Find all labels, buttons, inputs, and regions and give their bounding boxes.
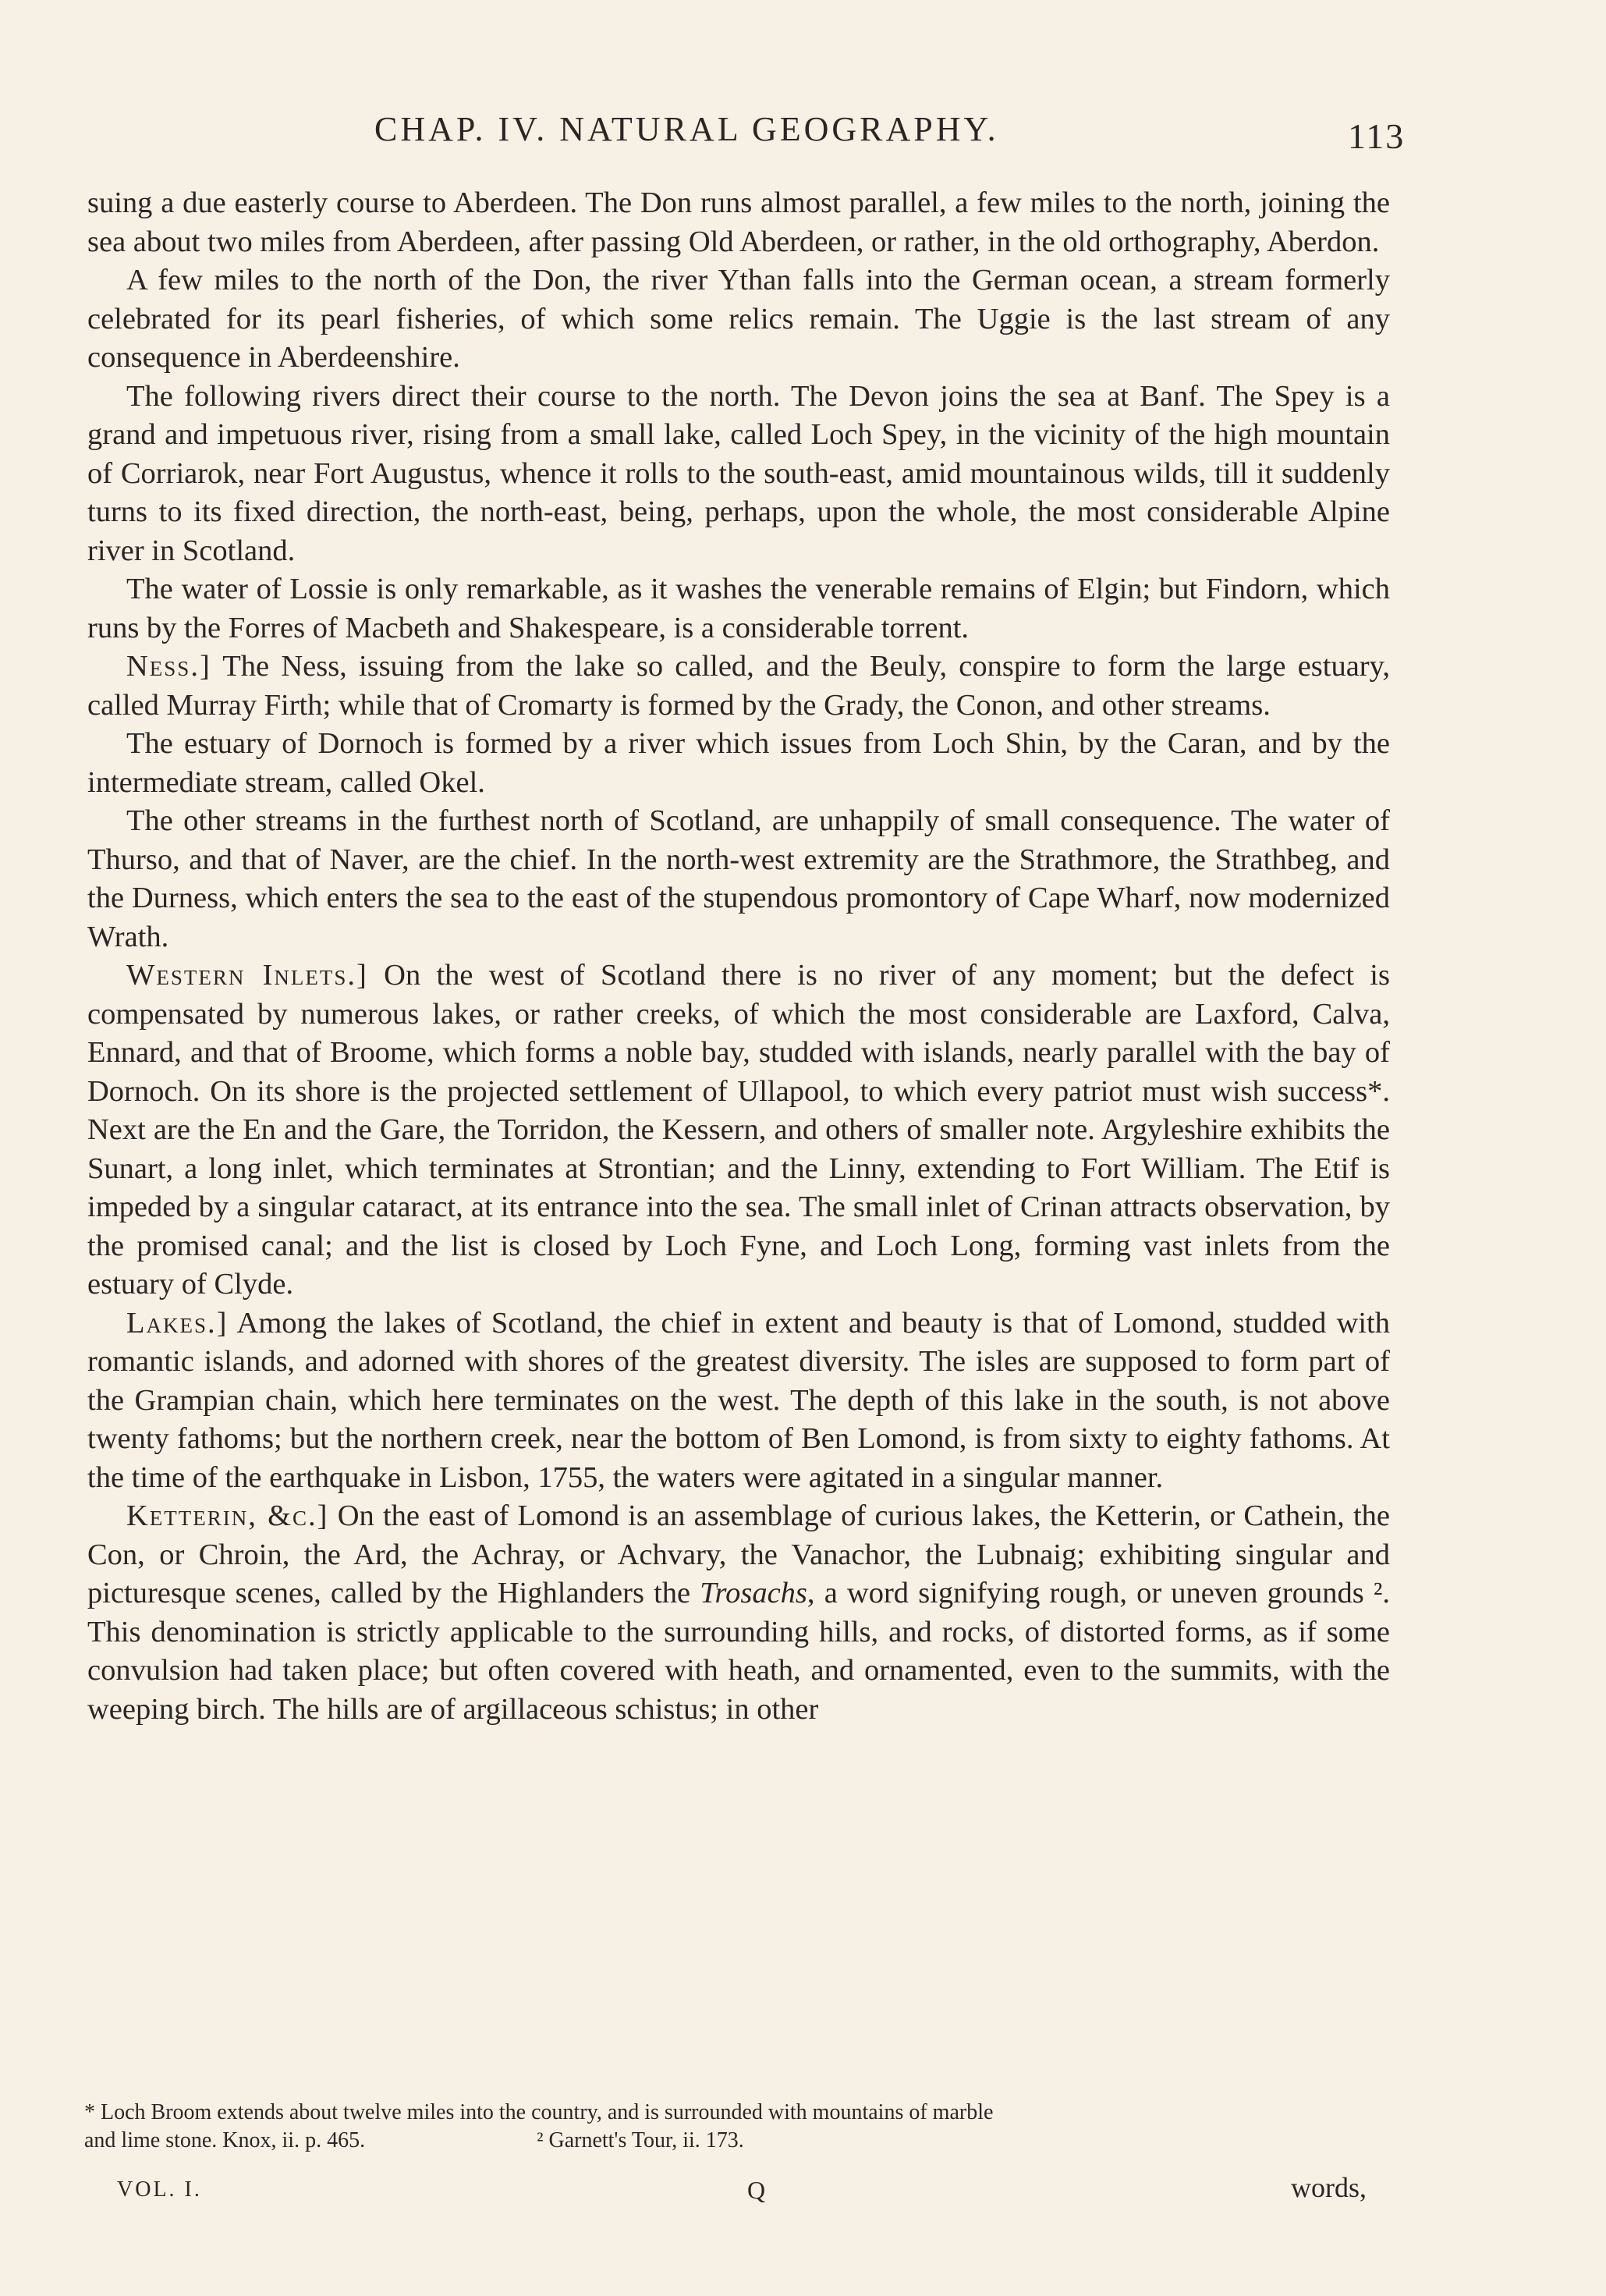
volume-signature: VOL. I. [117, 2177, 202, 2202]
paragraph-lakes: Lakes.] Among the lakes of Scotland, the chief in extent and beauty is that of Lomond, studded with romantic islands, and adorned with shores of the greatest diversity. The isles are supposed to form part of the Grampian chain, which here terminates on the west. The depth of this lake in the south, is not above twenty fathoms; but the northern creek, near the bottom of Ben Lomond, is from sixty to eighty fathoms. At the time of the earthquake in Lisbon, 1755, the waters were agitated in a singular manner. [87, 1306, 1390, 1494]
paragraph-7: The other streams in the furthest north of Scotland, are unhappily of small consequence. The water of Thurso, and that of Naver, are the chief. In the north-west extremity are the Strathmore, the Strathbeg, and the Durness, which enters the sea to the east of the stupendous promontory of Cape Wharf, now modernized Wrath. [87, 804, 1390, 953]
paragraph-ketterin: Ketterin, &c.] On the east of Lomond is an assemblage of curious lakes, the Ketterin, or Cathein, the Con, or Chroin, the Ard, the Achray, or Achvary, the Vanachor, the Lubnaig; exhibiting singular and picturesque scenes, called by the Highlanders the Trosachs, a word signifying rough, or uneven grounds ². This denomination is strictly applicable to the surrounding hills, and rocks, of distorted forms, as if some convulsion had taken place; but often covered with heath, and ornamented, even to the summits, with the weeping birch. The hills are of argillaceous schistus; in other [87, 1499, 1391, 1726]
page-footer [0, 2171, 1606, 2218]
footnote-garnett: ² Garnett's Tour, ii. 173. [537, 2128, 744, 2152]
side-heading-ketterin: Ketterin, &c.] [126, 1499, 329, 1532]
footnote-line-2 [84, 2127, 1395, 2155]
body-text [87, 184, 1390, 1729]
italic-term: Trosachs [700, 1577, 807, 1609]
side-heading-western-inlets: Western Inlets.] [126, 959, 368, 992]
paragraph-1: suing a due easterly course to Aberdeen. The Don runs almost parallel, a few miles to the north, joining the sea about two miles from Aberdeen, after passing Old Aberdeen, or rather, in the old orthography, Aberdon. [87, 186, 1390, 258]
page-number: 113 [1348, 116, 1406, 156]
catchword: words, [1291, 2172, 1367, 2203]
footnotes [84, 2099, 1395, 2155]
side-heading-ness: Ness.] [126, 650, 211, 683]
paragraph-3: The following rivers direct their course to the north. The Devon joins the sea at Banf. The Spey is a grand and impetuous river, rising from a small lake, called Loch Spey, in the vicinity of the high mountain of Corriarok, near Fort Augustus, whence it rolls to the south-east, amid mountainous wilds, till it suddenly turns to its fixed direction, the north-east, being, perhaps, upon the whole, the most considerable Alpine river in Scotland. [87, 379, 1390, 567]
paragraph-ness: Ness.] The Ness, issuing from the lake so called, and the Beuly, conspire to form the large estuary, called Murray Firth; while that of Cromarty is formed by the Grady, the Conon, and other streams. [87, 650, 1390, 722]
footnote-line-1: * Loch Broom extends about twelve miles into the country, and is surrounded with mountains of marble [84, 2100, 994, 2124]
paragraph-4: The water of Lossie is only remarkable, as it washes the venerable remains of Elgin; but Findorn, which runs by the Forres of Macbeth and Shakespeare, is a considerable torrent. [87, 573, 1390, 644]
paragraph-western-inlets: Western Inlets.] On the west of Scotland there is no river of any moment; but the defect is compensated by numerous lakes, or rather creeks, of which the most considerable are Laxford, Calva, Ennard, and that of Broome, which forms a noble bay, studded with islands, nearly parallel with the bay of Dornoch. On its shore is the projected settlement of Ullapool, to which every patriot must wish success*. Next are the En and the Gare, the Torridon, the Kessern, and others of smaller note. Argyleshire exhibits the Sunart, a long inlet, which terminates at Strontian; and the Linny, extending to Fort William. The Etif is impeded by a singular cataract, at its entrance into the sea. The small inlet of Crinan attracts observation, by the promised canal; and the list is closed by Loch Fyne, and Loch Long, forming vast inlets from the estuary of Clyde. [87, 959, 1390, 1301]
paragraph-2: A few miles to the north of the Don, the river Ythan falls into the German ocean, a stream formerly celebrated for its pearl fisheries, of which some relics remain. The Uggie is the last stream of any consequence in Aberdeenshire. [87, 264, 1390, 374]
paragraph-6: The estuary of Dornoch is formed by a river which issues from Loch Shin, by the Caran, and by the intermediate stream, called Okel. [87, 727, 1390, 799]
side-heading-lakes: Lakes.] [126, 1306, 229, 1340]
running-head: CHAP. IV. NATURAL GEOGRAPHY. [374, 110, 999, 148]
signature-mark: Q [747, 2176, 766, 2204]
page-header [0, 109, 1606, 156]
footnote-knox: and lime stone. Knox, ii. p. 465. [84, 2128, 366, 2152]
